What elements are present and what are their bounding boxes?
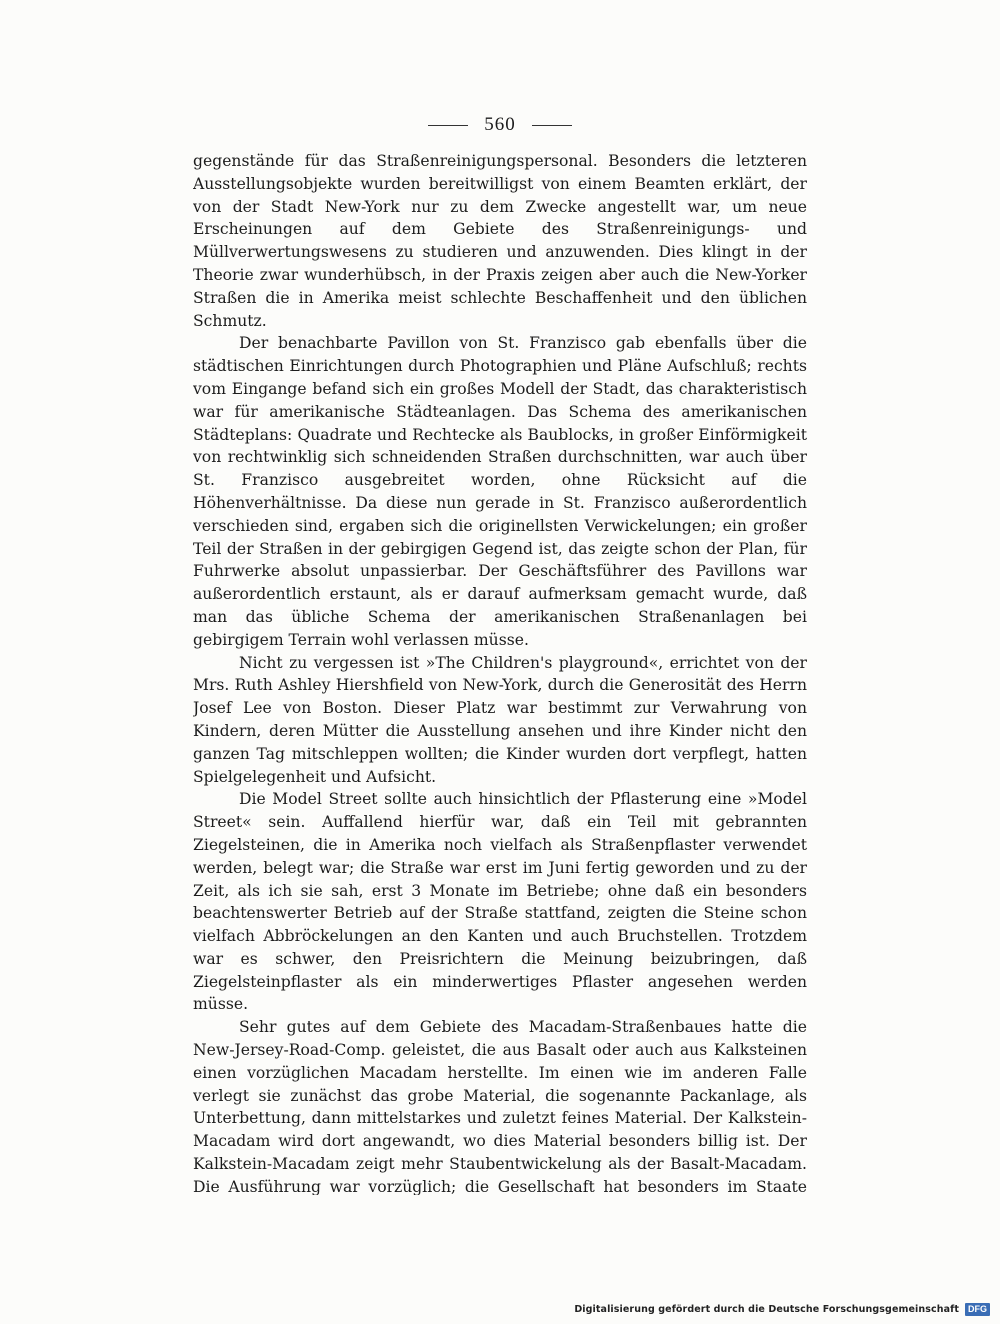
digitization-credit <box>574 1303 990 1316</box>
header-rule-right <box>532 125 572 126</box>
body-text <box>193 150 807 1195</box>
credit-text: Digitalisierung gefördert durch die Deutsche Forschungsgemeinschaft <box>574 1304 959 1315</box>
paragraph: Die Model Street sollte auch hinsichtlich der Pflasterung eine »Model Street« sein. Auffallend hierfür war, daß ein Teil mit gebrannten Ziegelsteinen, die in Amerika noch vielfach als Straßenpflaster verwendet werden, belegt war; die Straße war erst im Juni fertig geworden und zu der Zeit, als ich sie sah, erst 3 Monate im Betriebe; ohne daß ein besonders beachtenswerter Betrieb auf der Straße stattfand, zeigten die Steine schon vielfach Abbröckelungen an den Kanten und auch Bruchstellen. Trotzdem war es schwer, den Preisrichtern die Meinung beizubringen, daß Ziegelsteinpflaster als ein minderwertiges Pflaster angesehen werden müsse. <box>193 790 807 1014</box>
paragraph: Nicht zu vergessen ist »The Children's playground«, errichtet von der Mrs. Ruth Ashley Hiershfield von New-York, durch die Generosität des Herrn Josef Lee von Boston. Dieser Platz war bestimmt zur Verwahrung von Kindern, deren Mütter die Ausstellung ansehen und ihre Kinder nicht den ganzen Tag mitschleppen wollten; die Kinder wurden dort verpflegt, hatten Spielgelegenheit und Aufsicht. <box>193 653 807 786</box>
header-rule-left <box>428 125 468 126</box>
page-header <box>0 112 1000 138</box>
page-number: 560 <box>484 114 516 135</box>
dfg-logo-icon: DFG <box>965 1303 990 1316</box>
paragraph: gegenstände für das Straßenreinigungspersonal. Besonders die letzteren Ausstellungsobjekte wurden bereitwilligst von einem Beamten erklärt, der von der Stadt New-York nur zu dem Zwecke angestellt war, um neue Erscheinungen auf dem Gebiete des Straßenreinigungs- und Müllverwertungswesens zu studieren und anzuwenden. Dies klingt in der Theorie zwar wunderhübsch, in der Praxis zeigen aber auch die New-Yorker Straßen die in Amerika meist schlechte Beschaffenheit und den üblichen Schmutz. <box>193 152 807 330</box>
paragraph: Sehr gutes auf dem Gebiete des Macadam-Straßenbaues hatte die New-Jersey-Road-Comp. geleistet, die aus Basalt oder auch aus Kalksteinen einen vorzüglichen Macadam herstellte. Im einen wie im anderen Falle verlegt sie zunächst das grobe Material, die sogenannte Packanlage, als Unterbettung, dann mittelstarkes und zuletzt feines Material. Der Kalkstein-Macadam wird dort angewandt, wo dies Material besonders billig ist. Der Kalkstein-Macadam zeigt mehr Staubentwickelung als der Basalt-Macadam. Die Ausführung war vorzüglich; die Gesellschaft hat besonders im Staate <box>193 1018 807 1195</box>
paragraph: Der benachbarte Pavillon von St. Franzisco gab ebenfalls über die städtischen Einrichtungen durch Photographien und Pläne Aufschluß; rechts vom Eingange befand sich ein großes Modell der Stadt, das charakteristisch war für amerikanische Städteanlagen. Das Schema des amerikanischen Städteplans: Quadrate und Rechtecke als Baublocks, in großer Einförmigkeit von rechtwinklig sich schneidenden Straßen durchschnitten, war auch über St. Franzisco ausgebreitet worden, ohne Rücksicht auf die Höhenverhältnisse. Da diese nun gerade in St. Franzisco außerordentlich verschieden sind, ergaben sich die originellsten Verwickelungen; ein großer Teil der Straßen in der gebirgigen Gegend ist, das zeigte schon der Plan, für Fuhrwerke absolut unpassierbar. Der Geschäftsführer des Pavillons war außerordentlich erstaunt, als er darauf aufmerksam gemacht wurde, daß man das übliche Schema der amerikanischen Straßenanlagen bei gebirgigem Terrain wohl verlassen müsse. <box>193 334 807 649</box>
